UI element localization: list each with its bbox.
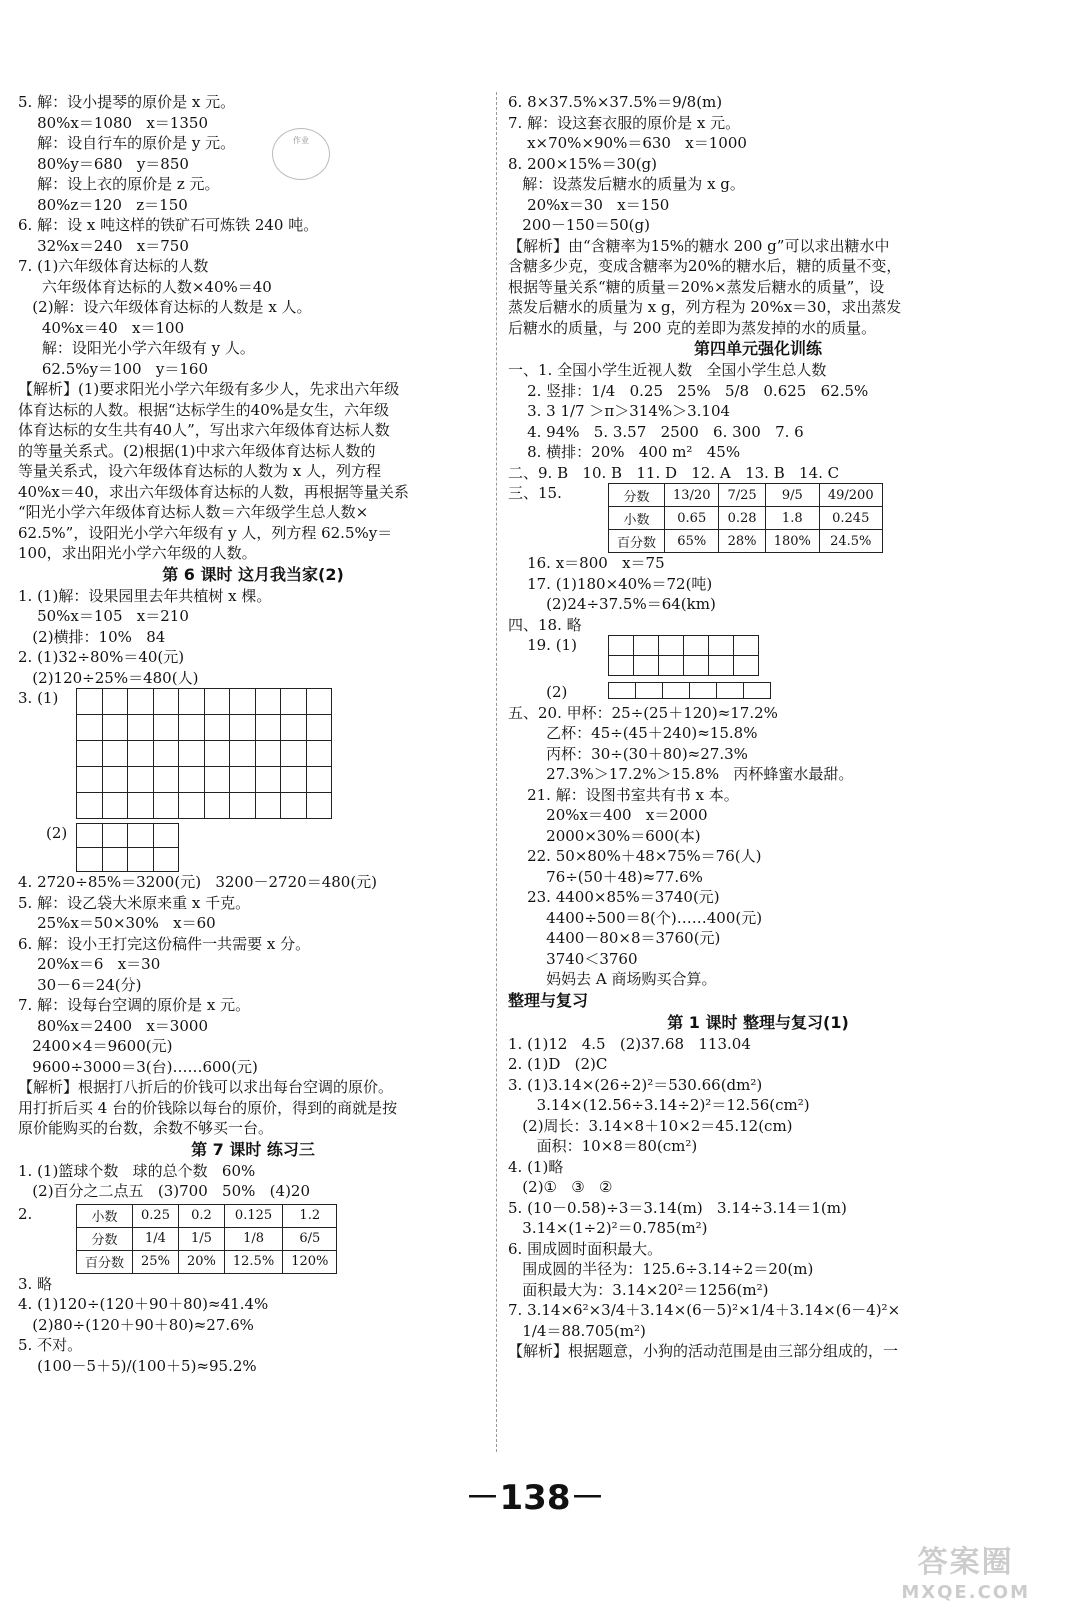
answer-line: 4400－80×8＝3760(元)	[508, 929, 721, 947]
answer-line: 根据等量关系“糖的质量＝20%×蒸发后糖水的质量”，设	[508, 277, 885, 296]
grid-cell	[734, 636, 759, 656]
answer-line: 76÷(50＋48)≈77.6%	[508, 867, 703, 886]
answer-line: 22. 50×80%＋48×75%＝76(人)	[508, 847, 762, 865]
answer-line: 16. x＝800 x＝75	[508, 554, 665, 572]
table-cell: 28%	[719, 530, 765, 553]
grid-cell	[609, 636, 634, 656]
answer-line: 40%x＝40，求出六年级体育达标的人数，再根据等量关系	[18, 482, 409, 501]
table-cell: 12.5%	[224, 1250, 282, 1273]
table-cell: 0.28	[719, 507, 765, 530]
answer-line: 体育达标的人数。根据“达标学生的40%是女生，六年级	[18, 400, 390, 419]
answer-line: 妈妈去 A 商场购买合算。	[508, 970, 717, 988]
answer-line: 3.14×(12.56÷3.14÷2)²＝12.56(cm²)	[508, 1096, 810, 1114]
grid-cell	[154, 715, 180, 741]
table-cell: 0.2	[178, 1204, 224, 1227]
grid-cell	[256, 689, 282, 715]
grid-cell	[205, 767, 231, 793]
table-row	[609, 484, 883, 507]
answer-line: 20%x＝30 x＝150	[508, 195, 670, 214]
grid-cell	[77, 689, 103, 715]
q3-label: 3. (1)	[18, 689, 59, 707]
grid-cell	[179, 715, 205, 741]
review-lesson-heading: 第 1 课时 整理与复习(1)	[667, 1012, 849, 1032]
answer-line: (2)周长：3.14×8＋10×2＝45.12(cm)	[508, 1116, 793, 1135]
answer-line: 200－150＝50(g)	[508, 216, 650, 234]
q19b-grid-6x1	[608, 682, 771, 699]
q3b-row	[18, 823, 488, 872]
decimal-fraction-percent-table	[76, 1204, 337, 1274]
grid-cell	[205, 715, 231, 741]
answer-line: 6. 解：设 x 吨这样的铁矿石可炼铁 240 吨。	[18, 216, 319, 234]
table15-label: 三、15.	[508, 484, 562, 502]
table-cell: 1/5	[178, 1227, 224, 1250]
right-block-3	[508, 553, 1008, 635]
grid-cell	[205, 741, 231, 767]
grid-cell	[609, 656, 634, 676]
right-block-2	[508, 360, 1008, 483]
answer-line: 20%x＝400 x＝2000	[508, 806, 708, 824]
table-cell: 分数	[77, 1227, 133, 1250]
answer-line: 解：设蒸发后糖水的质量为 x g。	[508, 175, 745, 193]
answer-line: (2)解：设六年级体育达标的人数是 x 人。	[18, 298, 312, 316]
answer-line: 5. 解：设乙袋大米原来重 x 千克。	[18, 893, 251, 912]
grid-cell	[307, 689, 333, 715]
q19-label: 19. (1)	[508, 636, 577, 654]
grid-cell	[103, 741, 129, 767]
answer-line: 解：设上衣的原价是 z 元。	[18, 175, 220, 193]
grid-cell	[663, 683, 690, 699]
grid-cell	[128, 767, 154, 793]
answer-line: 3. 3 1/7 ＞π＞314%＞3.104	[508, 402, 731, 420]
answer-line: 蒸发后糖水的质量为 x g，列方程为 20%x＝30，求出蒸发	[508, 298, 902, 316]
answer-line: 30－6＝24(分)	[18, 975, 142, 994]
answer-line: 62.5%”，设阳光小学六年级有 y 人，列方程 62.5%y＝	[18, 523, 393, 542]
lesson-heading-6: 第 6 课时 这月我当家(2)	[162, 564, 344, 584]
answer-line: (2)80÷(120＋90＋80)≈27.6%	[18, 1315, 254, 1334]
grid-cell	[609, 683, 636, 699]
answer-line: (2)百分之二点五 (3)700 50% (4)20	[18, 1182, 311, 1200]
answer-line: (2)① ③ ②	[508, 1178, 613, 1196]
left-block-1	[18, 92, 488, 564]
grid-cell	[103, 689, 129, 715]
grid-cell	[103, 767, 129, 793]
table-cell: 0.125	[224, 1204, 282, 1227]
answer-line: 20%x＝6 x＝30	[18, 955, 161, 973]
grid-cell	[128, 793, 154, 819]
answer-line: 【解析】根据题意，小狗的活动范围是由三部分组成的，一	[508, 1342, 899, 1360]
table-cell: 25%	[133, 1250, 179, 1273]
grid-cell	[77, 848, 103, 872]
table-cell: 1/4	[133, 1227, 179, 1250]
grid-cell	[256, 741, 282, 767]
answer-line: 一、1. 全国小学生近视人数 全国小学生总人数	[508, 361, 827, 379]
grid-cell	[154, 741, 180, 767]
answer-line: 23. 4400×85%＝3740(元)	[508, 888, 720, 906]
answer-line: (2)24÷37.5%＝64(km)	[508, 595, 716, 613]
grid-cell	[636, 683, 663, 699]
grid-cell	[230, 741, 256, 767]
answer-line: 80%x＝2400 x＝3000	[18, 1016, 208, 1035]
grid-cell	[281, 793, 307, 819]
grid-cell	[281, 767, 307, 793]
q19-grid-6x2	[608, 635, 759, 676]
answer-line: 面积最大为：3.14×20²＝1256(m²)	[508, 1280, 769, 1299]
q3b-grid-4x2	[76, 823, 179, 872]
q19b-label: (2)	[508, 683, 568, 701]
answer-line: 1. (1)解：设果园里去年共植树 x 棵。	[18, 586, 272, 605]
answer-line: 100，求出阳光小学六年级的人数。	[18, 544, 257, 562]
grid-cell	[179, 767, 205, 793]
answer-line: 原价能购买的台数，余数不够买一台。	[18, 1119, 274, 1137]
table-row	[77, 1227, 337, 1250]
right-block-1	[508, 92, 1008, 338]
answer-line: 8. 横排：20% 400 m² 45%	[508, 443, 741, 461]
answer-line: 7. 解：设这套衣服的原价是 x 元。	[508, 113, 741, 132]
q19b-row	[508, 682, 1008, 703]
column-divider	[496, 92, 497, 1452]
grid-cell	[103, 793, 129, 819]
grid-cell	[154, 793, 180, 819]
answer-line: (2)横排：10% 84	[18, 627, 166, 646]
grid-cell	[103, 824, 129, 848]
grid-cell	[230, 767, 256, 793]
answer-line: 【解析】(1)要求阳光小学六年级有多少人，先求出六年级	[18, 380, 400, 398]
answer-line: 7. 3.14×6²×3/4＋3.14×(6－5)²×1/4＋3.14×(6－4)²×	[508, 1301, 901, 1319]
answer-line: 二、9. B 10. B 11. D 12. A 13. B 14. C	[508, 463, 840, 482]
table-cell: 0.25	[133, 1204, 179, 1227]
answer-line: 4. 2720÷85%＝3200(元) 3200－2720＝480(元)	[18, 873, 378, 891]
grid-cell	[103, 715, 129, 741]
right-block-5	[508, 1034, 1008, 1362]
answer-line: 4. (1)略	[508, 1157, 564, 1176]
q3-grid-10x5	[76, 688, 332, 819]
table-cell: 百分数	[77, 1250, 133, 1273]
grid-cell	[256, 767, 282, 793]
table2-row	[18, 1204, 488, 1274]
lesson-heading-7: 第 7 课时 练习三	[191, 1139, 315, 1159]
grid-cell	[256, 715, 282, 741]
grid-cell	[717, 683, 744, 699]
watermark-bottom: MXQE.COM	[901, 1582, 1030, 1603]
grid-cell	[634, 656, 659, 676]
grid-cell	[659, 656, 684, 676]
answer-line: 1. (1)12 4.5 (2)37.68 113.04	[508, 1034, 751, 1053]
answer-line: “阳光小学六年级体育达标人数＝六年级学生总人数×	[18, 503, 369, 521]
answer-line: 后糖水的质量，与 200 克的差即为蒸发掉的水的质量。	[508, 318, 877, 337]
left-column	[18, 92, 488, 1376]
answer-line: 25%x＝50×30% x＝60	[18, 914, 216, 932]
table-cell: 1.8	[765, 507, 819, 530]
grid-cell	[154, 848, 180, 872]
right-block-4	[508, 703, 1008, 990]
grid-cell	[128, 689, 154, 715]
left-block-5	[18, 1274, 488, 1377]
answer-line: 7. (1)六年级体育达标的人数	[18, 257, 209, 275]
answer-line: (100－5＋5)/(100＋5)≈95.2%	[18, 1356, 257, 1375]
answer-line: 2. (1)32÷80%＝40(元)	[18, 648, 185, 666]
answer-line: 【解析】由“含糖率为15%的糖水 200 g”可以求出糖水中	[508, 236, 890, 255]
grid-cell	[154, 824, 180, 848]
grid-cell	[690, 683, 717, 699]
grid-cell	[179, 689, 205, 715]
grid-cell	[77, 741, 103, 767]
grid-cell	[307, 715, 333, 741]
grid-cell	[709, 636, 734, 656]
answer-line: 3. (1)3.14×(26÷2)²＝530.66(dm²)	[508, 1075, 763, 1094]
answer-line: 6. 围成圆时面积最大。	[508, 1239, 663, 1258]
table-cell: 9/5	[765, 484, 819, 507]
answer-line: 六年级体育达标的人数×40%＝40	[18, 277, 272, 296]
answer-line: 27.3%＞17.2%＞15.8% 丙杯蜂蜜水最甜。	[508, 765, 854, 783]
answer-line: 21. 解：设图书室共有书 x 本。	[508, 785, 739, 804]
answer-line: 四、18. 略	[508, 615, 582, 634]
answer-line: 17. (1)180×40%＝72(吨)	[508, 574, 713, 593]
answer-line: 围成圆的半径为：125.6÷3.14÷2＝20(m)	[508, 1260, 814, 1278]
answer-line: 4. 94% 5. 3.57 2500 6. 300 7. 6	[508, 422, 804, 441]
answer-line: 2000×30%＝600(本)	[508, 826, 701, 845]
answer-line: 3740＜3760	[508, 949, 638, 968]
table-cell: 1/8	[224, 1227, 282, 1250]
answer-line: 50%x＝105 x＝210	[18, 607, 189, 625]
grid-cell	[77, 767, 103, 793]
answer-line: 2. 竖排：1/4 0.25 25% 5/8 0.625 62.5%	[508, 381, 869, 400]
watermark-logo	[901, 1545, 1030, 1608]
answer-line: 5. 解：设小提琴的原价是 x 元。	[18, 93, 236, 111]
answer-line: 6. 解：设小王打完这份稿件一共需要 x 分。	[18, 934, 311, 953]
answer-line: 丙杯：30÷(30＋80)≈27.3%	[508, 744, 748, 763]
answer-line: 2400×4＝9600(元)	[18, 1037, 173, 1055]
left-block-4	[18, 1161, 488, 1202]
answer-line: 7. 解：设每台空调的原价是 x 元。	[18, 996, 251, 1014]
answer-line: 面积：10×8＝80(cm²)	[508, 1137, 698, 1155]
grid-cell	[154, 689, 180, 715]
answer-line: 五、20. 甲杯：25÷(25＋120)≈17.2%	[508, 703, 778, 722]
q19-row	[508, 635, 1008, 676]
answer-line: 乙杯：45÷(45＋240)≈15.8%	[508, 724, 758, 742]
grid-cell	[128, 824, 154, 848]
answer-line: 40%x＝40 x＝100	[18, 318, 185, 337]
table-cell: 0.245	[819, 507, 882, 530]
grid-cell	[281, 715, 307, 741]
answer-line: 体育达标的女生共有40人”，写出求六年级体育达标人数	[18, 421, 390, 439]
stamp-label: 作业	[293, 136, 309, 145]
answer-line: 80%z＝120 z＝150	[18, 195, 188, 214]
answer-line: 2. (1)D (2)C	[508, 1055, 608, 1073]
answer-line: 用打折后买 4 台的价钱除以每台的原价，得到的商就是按	[18, 1098, 398, 1117]
q3-row	[18, 688, 488, 819]
answer-line: 4400÷500＝8(个)……400(元)	[508, 908, 763, 927]
grid-cell	[307, 741, 333, 767]
page-number: －138－	[465, 1478, 605, 1518]
grid-cell	[709, 656, 734, 676]
table-cell: 小数	[609, 507, 665, 530]
table-row	[77, 1204, 337, 1227]
answer-line: 等量关系式，设六年级体育达标的人数为 x 人，列方程	[18, 462, 381, 480]
table-cell: 13/20	[665, 484, 719, 507]
table-row	[609, 530, 883, 553]
table-cell: 百分数	[609, 530, 665, 553]
grid-cell	[77, 715, 103, 741]
table-cell: 120%	[283, 1250, 337, 1273]
table-cell: 7/25	[719, 484, 765, 507]
watermark-top: 答案圈	[917, 1545, 1014, 1580]
grid-cell	[179, 793, 205, 819]
table-cell: 65%	[665, 530, 719, 553]
grid-cell	[281, 741, 307, 767]
answer-line: 6. 8×37.5%×37.5%＝9/8(m)	[508, 93, 723, 111]
answer-line: 1/4＝88.705(m²)	[508, 1321, 646, 1340]
fraction-decimal-percent-table	[608, 483, 883, 553]
answer-line: 62.5%y＝100 y＝160	[18, 359, 209, 378]
review-section-heading: 整理与复习	[508, 990, 589, 1010]
answer-line: 80%x＝1080 x＝1350	[18, 113, 208, 132]
answer-line: 32%x＝240 x＝750	[18, 236, 189, 255]
grid-cell	[734, 656, 759, 676]
grid-cell	[684, 636, 709, 656]
table-cell: 24.5%	[819, 530, 882, 553]
grid-cell	[179, 741, 205, 767]
grid-cell	[128, 715, 154, 741]
table-cell: 小数	[77, 1204, 133, 1227]
left-block-2	[18, 586, 488, 689]
grid-cell	[230, 689, 256, 715]
answer-line: (2)120÷25%＝480(人)	[18, 668, 199, 687]
grid-cell	[77, 824, 103, 848]
table-cell: 分数	[609, 484, 665, 507]
table2-label: 2.	[18, 1204, 33, 1223]
q3b-label: (2)	[46, 824, 68, 842]
answer-line: 8. 200×15%＝30(g)	[508, 154, 658, 173]
grid-cell	[230, 715, 256, 741]
left-block-3	[18, 872, 488, 1139]
table-cell: 0.65	[665, 507, 719, 530]
grid-cell	[128, 741, 154, 767]
right-column	[508, 92, 1008, 1362]
table-cell: 1.2	[283, 1204, 337, 1227]
grid-cell	[307, 767, 333, 793]
grid-cell	[684, 656, 709, 676]
table15-row	[508, 483, 1008, 553]
grid-cell	[256, 793, 282, 819]
table-cell: 20%	[178, 1250, 224, 1273]
grid-cell	[744, 683, 771, 699]
answer-line: 的等量关系式。(2)根据(1)中求六年级体育达标人数的	[18, 441, 376, 460]
answer-line: 1. (1)篮球个数 球的总个数 60%	[18, 1161, 256, 1180]
answer-line: 5. (10－0.58)÷3＝3.14(m) 3.14÷3.14＝1(m)	[508, 1198, 847, 1217]
table-row	[77, 1250, 337, 1273]
answer-line: 【解析】根据打八折后的价钱可以求出每台空调的原价。	[18, 1078, 394, 1096]
unit-four-heading: 第四单元强化训练	[693, 339, 822, 358]
table-cell: 6/5	[283, 1227, 337, 1250]
answer-line: x×70%×90%＝630 x＝1000	[508, 134, 747, 152]
answer-line: 9600÷3000＝3(台)……600(元)	[18, 1057, 258, 1076]
grid-cell	[154, 767, 180, 793]
table-row	[609, 507, 883, 530]
grid-cell	[77, 793, 103, 819]
grid-cell	[205, 793, 231, 819]
grid-cell	[634, 636, 659, 656]
answer-line: 5. 不对。	[18, 1336, 83, 1354]
grid-cell	[307, 793, 333, 819]
grid-cell	[281, 689, 307, 715]
grid-cell	[128, 848, 154, 872]
answer-line: 解：设阳光小学六年级有 y 人。	[18, 339, 255, 357]
answer-line: 80%y＝680 y＝850	[18, 154, 189, 173]
answer-line: 解：设自行车的原价是 y 元。	[18, 134, 236, 152]
answer-line: 3. 略	[18, 1274, 53, 1293]
answer-line: 含糖多少克，变成含糖率为20%的糖水后，糖的质量不变，	[508, 257, 902, 275]
answer-line: 4. (1)120÷(120＋90＋80)≈41.4%	[18, 1295, 269, 1313]
table-cell: 180%	[765, 530, 819, 553]
grid-cell	[205, 689, 231, 715]
grid-cell	[230, 793, 256, 819]
answer-line: 3.14×(1÷2)²＝0.785(m²)	[508, 1219, 708, 1237]
table-cell: 49/200	[819, 484, 882, 507]
grid-cell	[103, 848, 129, 872]
grid-cell	[659, 636, 684, 656]
